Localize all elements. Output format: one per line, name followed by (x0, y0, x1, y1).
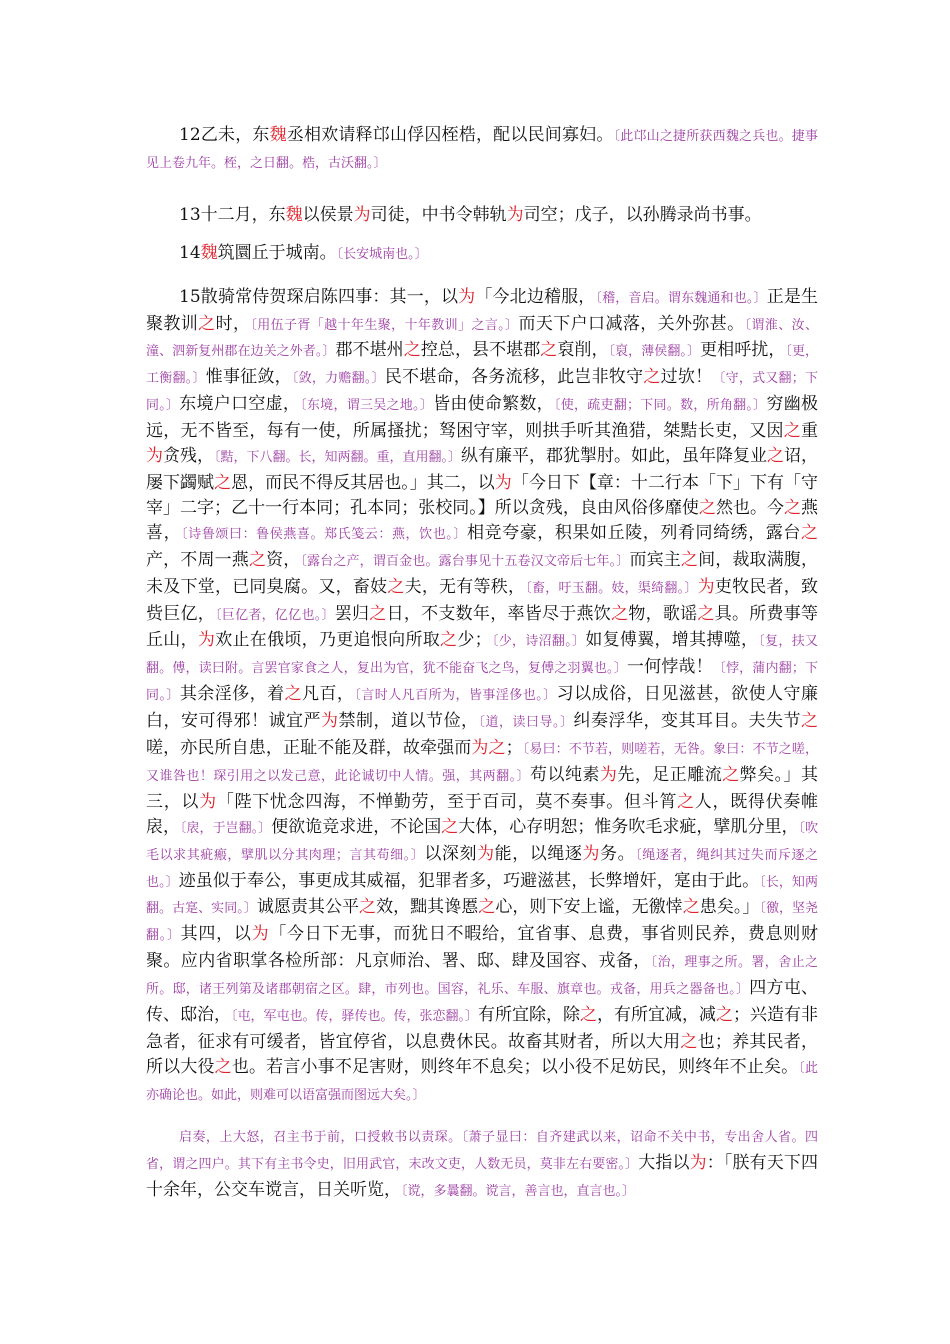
highlight-char: 之 (784, 497, 802, 518)
text-run: 筑圜丘于城南。 (217, 242, 337, 263)
highlight-char: 之 (801, 522, 819, 543)
highlight-char: 之 (767, 446, 785, 467)
text-run: 15散骑常侍贺琛启陈四事：其一，以 (179, 286, 459, 307)
commentary-note: 〔治，理事之所。署，舍止之所。邸，诸王列第及诸郡朝宿之区。肆，市列也。国容，礼乐、车服、旗章也。戎备，用兵之器备也。〕 (146, 955, 818, 998)
text-run: 恩，而民不得反其居也。」其二，以 (231, 472, 495, 493)
text-run: 时， (215, 313, 251, 334)
text-run: 嗟，亦民所自患，正耻不能及群，故牵强而 (146, 738, 472, 759)
text-run: 间，裁取满腹，未及下堂，已同臭腐。又，畜妓 (146, 549, 819, 597)
highlight-char: 为 (697, 576, 715, 597)
text-run: 民不堪命，各务流移，此岂非牧守 (384, 367, 644, 388)
highlight-char: 为 (199, 791, 217, 812)
commentary-note: 〔复，扶又翻。傅，读曰附。言罢官家食之人，复出为官，犹不能奋飞之鸟，复傅之羽翼也。〕 (146, 634, 818, 677)
text-run: 能，以绳逐 (494, 843, 583, 864)
commentary-note: 〔屯，军屯也。传，驿传也。传，张恋翻。〕 (231, 1009, 479, 1025)
text-run: 四方屯、传、邸治， (146, 978, 818, 1026)
paragraph-12 (146, 123, 818, 177)
commentary-note: 〔绳逐者，绳纠其过失而斥逐之也。〕 (146, 847, 819, 890)
highlight-char: 为 (251, 924, 270, 945)
commentary-note: 启奏，上大怒，召主书于前，口授敕书以责琛。 (179, 1129, 462, 1145)
commentary-note: 〔萧子显曰：自齐建武以来，诏命不关中书，专出舍人省。四省，谓之四户。其下有主书令史，旧用武官，末改文吏，人数无员，莫非左右要密。〕 (146, 1129, 818, 1172)
commentary-note: 〔谓淮、汝、潼、泗新复州郡在边关之外者。〕 (146, 317, 818, 360)
text-run: 少； (457, 630, 492, 651)
text-run: 患矣。」 (699, 897, 760, 918)
paragraph-15 (146, 285, 818, 1109)
highlight-char: 之 (441, 816, 459, 837)
text-run: 「今日下【章：十二行本「下」下有「守宰」二字；乙十一行本同；孔本同；张校同。】所以贪残，良由风俗侈靡使 (146, 472, 819, 518)
highlight-char: 之 (403, 340, 421, 361)
text-run: 大指以 (638, 1152, 690, 1173)
highlight-char: 之 (214, 1056, 232, 1077)
highlight-char: 为 (197, 630, 216, 651)
paragraph-13 (146, 203, 818, 228)
text-run: 贪残， (163, 446, 214, 467)
commentary-note: 〔敛，力赡翻。〕 (291, 371, 385, 387)
text-run: 司空；戊子，以孙腾录尚书事。 (523, 204, 762, 225)
text-run: 也；养其民者，所以大役 (146, 1032, 819, 1077)
highlight-char: 为 (582, 843, 601, 864)
text-run: 正是生聚教训 (146, 286, 819, 334)
text-run: 燕喜， (146, 497, 819, 543)
text-run: 而宾主 (629, 549, 681, 570)
highlight-char: 魏 (200, 242, 218, 263)
text-run: ：「朕有天下四十余年，公交车谠言，日关听览， (146, 1152, 818, 1200)
text-run: ； (505, 738, 523, 759)
text-run: 纠奏浮华，变其耳目。夫失节 (573, 711, 801, 732)
highlight-char: 之 (697, 603, 715, 624)
commentary-note: 〔此亦确论也。如此，则难可以语富强而图远大矣。〕 (146, 1060, 819, 1103)
highlight-char: 之 (359, 897, 377, 918)
text-run: 丞相欢请释邙山俘囚桎梏，配以民间寡妇。 (286, 125, 614, 145)
text-run: 吏牧民者，致赀巨亿， (146, 576, 819, 624)
highlight-char: 之 (643, 367, 661, 388)
text-run: 更相呼扰， (700, 340, 786, 361)
commentary-note: 〔长，知两翻。古寔、实同。〕 (146, 874, 818, 917)
text-run: 郡不堪州 (335, 340, 404, 361)
commentary-note: 〔稽，音启。谓东魏通和也。〕 (595, 290, 767, 306)
commentary-note: 〔巨亿者，亿亿也。〕 (215, 607, 335, 623)
highlight-char: 为 (471, 738, 489, 759)
text-run: 皆由使命繁数， (433, 394, 554, 415)
paragraph-14 (146, 241, 818, 268)
highlight-char: 为 (599, 764, 618, 785)
highlight-char: 之 (478, 897, 496, 918)
text-run: 产，不周一燕 (146, 549, 249, 570)
highlight-char: 之 (214, 472, 232, 493)
highlight-char: 之 (198, 313, 216, 334)
commentary-note: 〔更，工衡翻。〕 (146, 344, 819, 387)
text-run: 13十二月，东 (179, 204, 286, 225)
highlight-char: 之 (580, 1005, 598, 1026)
text-run: 夫，无有等秩， (404, 576, 526, 597)
text-run: 习以成俗，日见滋甚，欲使人守廉白，安可得邪！诚宜严 (146, 684, 818, 732)
highlight-char: 为 (477, 843, 495, 864)
text-run: 也。若言小事不足害财，则终年不息矣；以小役不足妨民，则终年不止矣。 (231, 1056, 799, 1077)
text-run: 相竞夸豪，积果如丘陵，列肴同绮绣，露台 (466, 522, 802, 543)
commentary-note: 〔少，诗沼翻。〕 (491, 634, 586, 650)
commentary-note: 〔道，读曰导。〕 (478, 715, 574, 731)
highlight-char: 之 (716, 1005, 734, 1026)
text-run: 裒削， (557, 340, 609, 361)
text-run: 东境户口空虚， (179, 394, 301, 415)
commentary-note: 〔言时人凡百所为，皆事淫侈也。〕 (354, 688, 557, 704)
text-run: 禁制，道以节俭， (338, 711, 479, 732)
text-run: 务。 (600, 843, 636, 864)
commentary-note: 〔吹毛以求其疵瘢，擘肌以分其肉理；言其苟细。〕 (146, 820, 819, 863)
highlight-char: 为 (353, 204, 371, 225)
commentary-note: 〔裒，薄侯翻。〕 (608, 344, 701, 360)
text-run: 「今日下无事，而犹日不暇给，宜省事、息费，事省则民养，费息则财聚。应内省职掌各检所部：凡京师治、署、邸、肆及国容、戎备， (146, 924, 819, 972)
highlight-char: 之 (680, 1032, 698, 1052)
highlight-char: 之 (611, 603, 629, 624)
text-run: 先，足正雕流 (617, 764, 723, 785)
text-run: 控总，县不堪郡 (420, 340, 541, 361)
text-run: 「陛下忧念四海，不惮勤劳，至于百司，莫不奏事。但斗筲 (216, 791, 678, 812)
text-run: 凡百， (302, 684, 355, 705)
text-run: 具。所费事等丘山， (146, 603, 819, 651)
highlight-char: 魏 (285, 204, 303, 225)
text-run: 大体，心存明恕；惟务吹毛求疵，擘肌分里， (458, 816, 799, 837)
text-run: 罢归 (334, 603, 370, 624)
highlight-char: 为 (458, 286, 476, 307)
commentary-note: 〔诗鲁颂曰：鲁侯燕喜。郑氏笺云：燕，饮也。〕 (181, 526, 467, 542)
highlight-char: 之 (680, 549, 699, 570)
commentary-note: 〔徼，坚尧翻。〕 (146, 901, 819, 944)
highlight-char: 为 (494, 472, 512, 493)
commentary-note: 〔易曰：不节若，则嗟若，无咎。象曰：不节之嗟，又谁咎也！琛引用之以发己意，此论诚切中人情。强，其两翻。〕 (146, 742, 818, 784)
highlight-char: 之 (783, 421, 802, 442)
text-run: 资， (266, 549, 301, 570)
text-run: 纵有廉平，郡犹掣肘。如此，虽年降复业 (461, 446, 768, 467)
highlight-char: 之 (540, 340, 558, 361)
text-run: 而天下户口减落，关外弥甚。 (518, 313, 745, 334)
text-run: 苟以纯素 (530, 764, 600, 785)
highlight-char: 为 (689, 1152, 707, 1173)
commentary-note: 〔此邙山之捷所获西魏之兵也。捷事见上卷九年。桎，之日翻。梏，古沃翻。〕 (146, 129, 819, 171)
commentary-note: 〔黠，下八翻。长，知两翻。重，直用翻。〕 (214, 450, 462, 466)
highlight-char: 之 (682, 897, 700, 918)
highlight-char: 之 (722, 764, 740, 785)
commentary-note: 〔悖，蒲内翻；下同。〕 (146, 661, 818, 704)
text-run: 以侯景 (302, 204, 354, 225)
text-run: 欢止在俄顷，乃更追恨向所取 (215, 630, 441, 651)
text-run: 物，歌谣 (628, 603, 698, 624)
text-run: 效，黜其谗慝 (376, 897, 479, 918)
text-run: 诚愿责其公平 (256, 897, 360, 918)
text-run: 12乙未，东 (179, 125, 270, 145)
text-run: 然也。今 (715, 497, 784, 518)
commentary-note: 〔露台之产，谓百金也。露台事见十五卷汉文帝后七年。〕 (300, 553, 630, 569)
text-run: 以深刻 (424, 843, 478, 864)
text-run: 过欤！ (660, 367, 713, 388)
commentary-note: 〔畜，吁玉翻。妓，渠绮翻。〕 (525, 580, 698, 596)
text-run: 心，则下安上谧，无徼悻 (495, 897, 683, 918)
highlight-char: 之 (698, 497, 716, 518)
highlight-char: 为 (146, 446, 163, 467)
highlight-char: 之 (677, 791, 695, 812)
text-run: 「今北边稽服， (475, 286, 596, 307)
highlight-char: 之 (440, 630, 458, 651)
highlight-char: 为 (321, 711, 339, 732)
text-run: 其四，以 (180, 924, 252, 945)
text-run: 有所宜除，除 (478, 1005, 581, 1026)
text-run: 便欲诡竞求进，不论国 (271, 816, 442, 837)
commentary-note: 〔用伍子胥「越十年生聚，十年教训」之言。〕 (250, 317, 519, 333)
text-run: ，有所宜减，减 (597, 1005, 717, 1026)
paragraph-continuation (146, 1124, 818, 1205)
highlight-char: 之 (248, 549, 267, 570)
highlight-char: 之 (369, 603, 387, 624)
text-run: 其余淫侈，着 (179, 684, 285, 705)
highlight-char: 之 (284, 684, 303, 705)
commentary-note: 〔长安城南也。〕 (336, 246, 428, 262)
text-run: 人，既得伏奏帷扆， (146, 791, 819, 837)
commentary-note: 〔使，疏吏翻；下同。数，所角翻。〕 (553, 398, 767, 414)
text-run: 14 (179, 242, 201, 263)
highlight-char: 之 (801, 711, 818, 732)
highlight-char: 为 (506, 204, 524, 225)
highlight-char: 之 (387, 576, 405, 597)
text-run: 弊矣。」其三，以 (146, 764, 819, 812)
text-run: 日，不支数年，率皆尽于燕饮 (386, 603, 612, 624)
commentary-note: 〔谠，多曩翻。谠言，善言也，直言也。〕 (401, 1183, 636, 1199)
text-run: 惟事征敛， (205, 367, 292, 388)
text-run: 诏，屡下蠲赋 (146, 446, 819, 493)
text-run: 迹虽似于奉公，事更成其威福，犯罪者多，巧避滋甚，长弊增奸，寔由于此。 (178, 870, 760, 891)
text-run: 司徒，中书令韩轨 (370, 204, 507, 225)
text-run: 一何悖哉！ (626, 657, 713, 678)
highlight-char: 之 (488, 738, 506, 759)
text-run: 重 (801, 421, 819, 442)
text-run: 如复傅翼，增其搏噬， (585, 630, 759, 651)
commentary-note: 〔扆，于岂翻。〕 (180, 820, 272, 836)
text-run: 穷幽极远，无不皆至，每有一使，所属搔扰；驽困守宰，则拱手听其渔猎，桀黠长吏，又因 (146, 394, 818, 442)
commentary-note: 〔守，式又翻；下同。〕 (146, 371, 819, 414)
commentary-note: 〔东境，谓三吴之地。〕 (300, 398, 434, 414)
text-run: ；兴造有非急者，征求有可缓者，皆宜停省，以息费休民。故畜其财者，所以大用 (146, 1005, 819, 1052)
highlight-char: 魏 (269, 125, 287, 145)
